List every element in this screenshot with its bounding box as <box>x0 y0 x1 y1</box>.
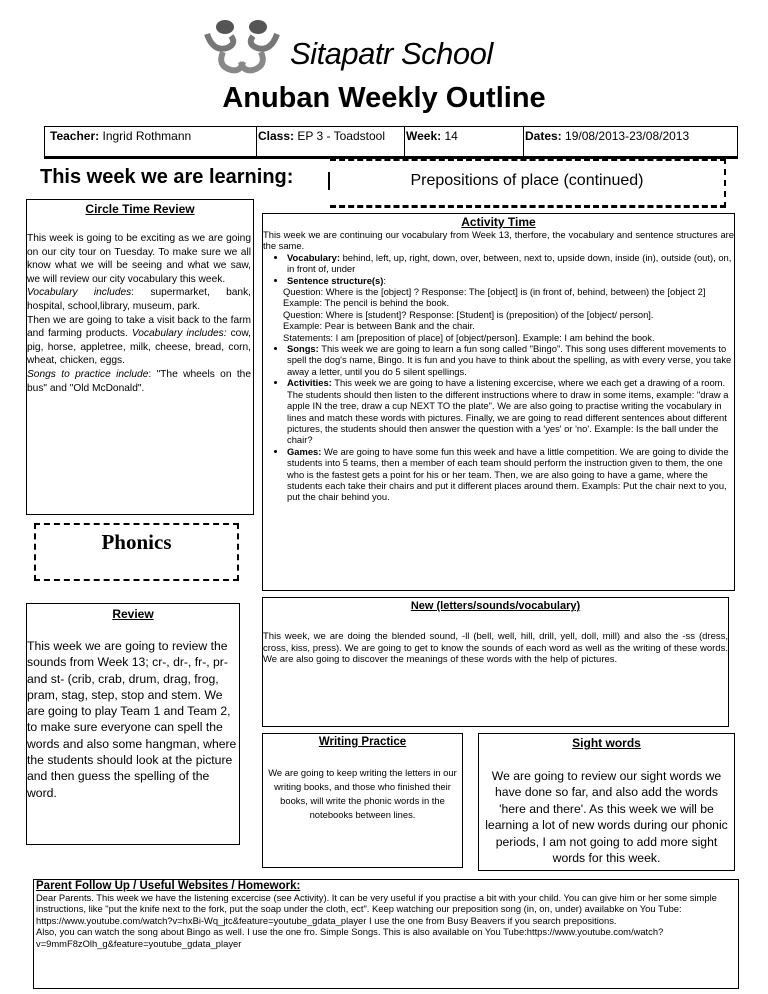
activity-title: Activity Time <box>461 215 536 229</box>
circle-time-title: Circle Time Review <box>85 202 195 216</box>
class-field: Class: EP 3 - Toadstool <box>258 129 385 143</box>
new-sounds-text: This week, we are doing the blended sound, -ll (bell, well, hill, drill, yell, doll, mill) and also the -ss (dress, cross, kiss, press). We are going to get to know the sounds of each word as well as the writing of these words. We are also going to discover the meanings of these words with the help of pictures. <box>263 631 728 666</box>
phonics-heading: Phonics <box>101 530 172 554</box>
new-sounds-title: New (letters/sounds/vocabulary) <box>410 600 581 612</box>
writing-panel <box>262 733 463 868</box>
circle-time-panel <box>26 199 254 515</box>
week-field: Week: 14 <box>406 129 458 143</box>
phonics-box <box>34 523 239 581</box>
activity-panel <box>262 213 735 591</box>
school-logo-icon <box>203 18 281 74</box>
review-title: Review <box>112 607 154 621</box>
school-logo <box>203 18 281 74</box>
list-item: • Games: We are going to have some fun this week and have a little competition. We are going to divide the students into 5 teams, then a member of each team should perform the instruction given to them, the one who is the fastest gets a point for his or her team. Then, we are also going to have a game, where the students each take their chairs and put it different places around them. Exampls: Put the chair next to you, put the chair behind you. <box>287 446 734 503</box>
parent-body: Dear Parents. This week we have the listening excercise (see Activity). It can be very useful if you practise a bit with your child. You can give him or her some simple instructions, like "put the knife next to the fork, put the soap under the cloth, ect". Keep watching our preposition song (in, on, under) availabke on You Tube: https://www.youtube.com/watch?v=hxBi-Wq_jtc&feature=youtube_gdata_player I use the one from Busy Beavers if you search prepositions. Also, you can watch the song about Bingo as well. I use the one fro. Simple Songs. This is also available on You Tube:https://www.youtube.com/watch?v=9mmF8zOlh_g&feature=youtube_gdata_player <box>36 892 717 949</box>
review-panel <box>26 603 240 845</box>
sight-words-text: We are going to review our sight words we have done so far, and also add the words 'here and there'. As this week we will be learning a lot of new words during our phonic periods, I am not going to add more sight words for this week. <box>485 769 728 866</box>
learning-topic: Prepositions of place (continued) <box>410 172 644 189</box>
topic-box <box>330 158 726 208</box>
list-item: • Activities: This week we are going to have a listening excercise, where we each get a drawing of a room. The students should then listen to the different instructions where to draw in some items, example: "draw a apple IN the tree, draw a cup NEXT TO the plate". We are also going to practise writing the vocabulary in lines and match these words with pictures. Finally, we are going to read different sentences about different pictures, the students should then answer the question with a 'yes' or 'no'. Example: Is the ball under the chair? <box>287 377 734 445</box>
teacher-field: Teacher: Ingrid Rothmann <box>50 129 192 143</box>
dates-field: Dates: 19/08/2013-23/08/2013 <box>525 129 690 143</box>
list-item: • Sentence structure(s): Question: Where is the [object] ? Response: The [object] is (in front of, behind, between) the [object 2] Example: The pencil is behind the book. Question: Where is [student]? Response: [Student] is (preposition) of the [object/ person]. Example: Pear is between Bank and the chair. Statements: I am [preposition of place] of [object/person]. Example: I am behind the book. <box>287 275 734 343</box>
document-title: Anuban Weekly Outline <box>222 82 546 114</box>
school-name: Sitapatr School <box>290 36 493 71</box>
list-item: • Vocabulary: behind, left, up, right, down, over, between, next to, upside down, inside (in), outside (out), on, in front of, under <box>287 252 734 275</box>
sight-words-title: Sight words <box>572 736 641 750</box>
writing-text: We are going to keep writing the letters in our writing books, and those who finished their books, will write the phonic words in the notebooks between lines. <box>268 767 457 820</box>
list-item: • Songs: This week we are going to learn a fun song called "Bingo". This song uses different movements to spell the dog's name, Bingo. It is fun and you have to think about the spelling, as with every verse, you take away a letter, until you do 5 silent spellings. <box>287 343 734 377</box>
parent-title: Parent Follow Up / Useful Websites / Homework: <box>36 880 301 892</box>
activity-body: This week we are continuing our vocabulary from Week 13, therfore, the vocabulary and sentence structures are the same. • Vocabulary: behind, left, up, right, down, over, between, next to, upside down, inside (in), outside (out), on, in front of, under • Sentence structure(s): Question: Where is the [object] ? Response: The [object] is (in front of, behind, between) the [object 2] Example: The pencil is behind the book. Question: Where is [student]? Response: [Student] is (preposition) of the [object/ person]. Example: Pear is between Bank and the chair. Statements: I am [preposition of place] of [object/person]. Example: I am behind the book. • Songs: This week we are going to learn a fun song called "Bingo". This song uses different movements to spell the dog's name, Bingo. It is fun and you have to think about the spelling, as with every verse, you take away a letter, until you do 5 silent spellings. • Activities: This week we are going to have a listening excercise, where we each get a drawing of a room. The students should then listen to the different instructions where to draw in some items, example: "draw a apple IN the tree, draw a cup NEXT TO the plate". We are also going to practise writing the vocabulary in lines and match these words with pictures. Finally, we are going to read different sentences about different pictures, the students should then answer the question with a 'yes' or 'no'. Example: Is the ball under the chair? • Games: We are going to have some fun this week and have a little competition. We are going to divide the students into 5 teams, then a member of each team should perform the instruction given to them, the one who is the fastest gets a point for his or her team. Then, we are also going to have a game, where the students each take their chairs and put it different places around them. Exampls: Put the chair next to you, put the chair behind you. <box>263 229 734 503</box>
learning-heading: This week we are learning: <box>40 166 294 188</box>
circle-time-body: This week is going to be exciting as we are going on our city tour on Tuesday. To make sure we all know what we will be seeing and what we saw, we will review our city vocabulary this week. Vocabulary includes: supermarket, bank, hospital, school,library, museum, park. Then we are going to take a visit back to the farm and farming products. Vocabulary includes: cow, pig, horse, appletree, milk, cheese, bread, corn, wheat, chicken, eggs. Songs to practice include: "The wheels on the bus" and "Old McDonald". <box>27 233 251 394</box>
writing-title: Writing Practice <box>318 736 407 748</box>
review-text: This week we are going to review the sounds from Week 13; cr-, dr-, fr-, pr- and st- (crib, crab, drum, drag, frog, pram, stag, step, stop and stem. We are going to play Team 1 and Team 2, to make sure everyone can spell the words and also some hangman, where the students should look at the picture and then guess the spelling of the word. <box>27 639 237 800</box>
new-sounds-panel <box>262 597 729 727</box>
info-row <box>44 126 738 158</box>
sight-words-panel <box>478 733 735 871</box>
parent-panel <box>33 879 739 989</box>
